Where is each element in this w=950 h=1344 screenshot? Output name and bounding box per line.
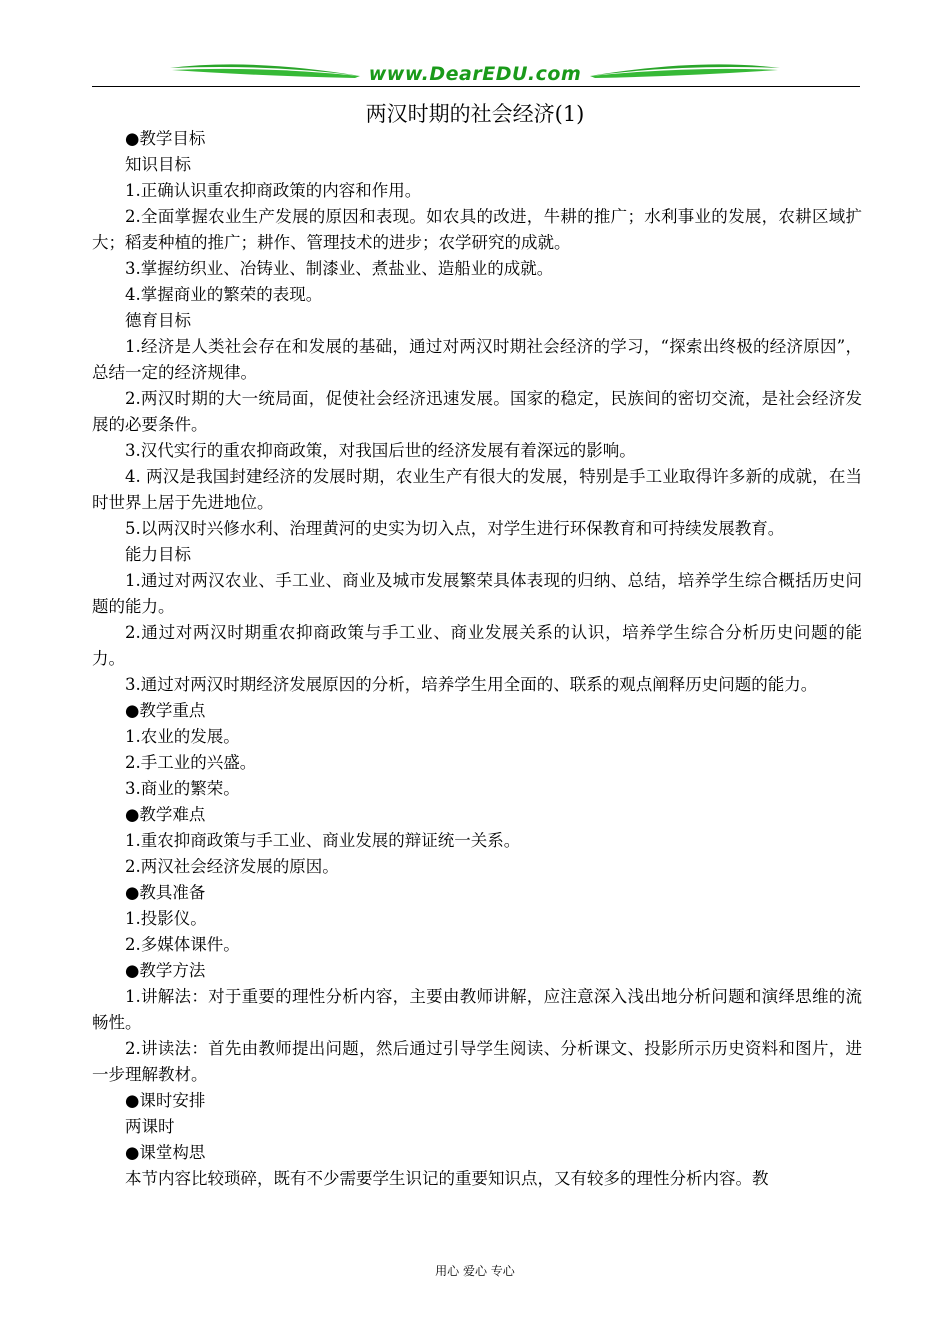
section-heading: ●课时安排 [125,1091,206,1110]
section-heading: ●课堂构思 [125,1143,206,1162]
document-body [92,126,862,1192]
paragraph: 本节内容比较琐碎，既有不少需要学生识记的重要知识点，又有较多的理性分析内容。教 [125,1169,769,1188]
paragraph: 2.两汉社会经济发展的原因。 [125,857,339,876]
header-rule [92,86,860,87]
paragraph: 1.讲解法：对于重要的理性分析内容，主要由教师讲解，应注意深入浅出地分析问题和演绎思维的流畅性。 [92,987,862,1032]
paragraph: 两课时 [125,1117,175,1136]
paragraph: 3.掌握纺织业、冶铸业、制漆业、煮盐业、造船业的成就。 [125,259,554,278]
paragraph: 2.多媒体课件。 [125,935,240,954]
paragraph: 2.两汉时期的大一统局面，促使社会经济迅速发展。国家的稳定，民族间的密切交流，是社会经济发展的必要条件。 [92,389,862,434]
document-title: 两汉时期的社会经济(1) [365,102,585,126]
subsection-heading: 德育目标 [125,311,191,330]
paragraph: 1.重农抑商政策与手工业、商业发展的辩证统一关系。 [125,831,521,850]
paragraph: 2.全面掌握农业生产发展的原因和表现。如农具的改进，牛耕的推广；水利事业的发展，农耕区域扩大；稻麦种植的推广；耕作、管理技术的进步；农学研究的成就。 [92,207,862,252]
section-heading: ●教学目标 [125,129,206,148]
paragraph: 5.以两汉时兴修水利、治理黄河的史实为切入点，对学生进行环保教育和可持续发展教育。 [125,519,785,538]
paragraph: 3.商业的繁荣。 [125,779,240,798]
paragraph: 3.汉代实行的重农抑商政策，对我国后世的经济发展有着深远的影响。 [125,441,636,460]
paragraph: 2.手工业的兴盛。 [125,753,257,772]
paragraph: 1.农业的发展。 [125,727,240,746]
paragraph: 1.正确认识重农抑商政策的内容和作用。 [125,181,422,200]
paragraph: 1.通过对两汉农业、手工业、商业及城市发展繁荣具体表现的归纳、总结，培养学生综合概括历史问题的能力。 [92,571,862,616]
paragraph: 4.掌握商业的繁荣的表现。 [125,285,323,304]
paragraph: 2.讲读法：首先由教师提出问题，然后通过引导学生阅读、分析课文、投影所示历史资料和图片，进一步理解教材。 [92,1039,862,1084]
subsection-heading: 能力目标 [125,545,191,564]
section-heading: ●教具准备 [125,883,206,902]
paragraph: 2.通过对两汉时期重农抑商政策与手工业、商业发展关系的认识，培养学生综合分析历史问题的能力。 [92,623,862,668]
page-header [0,0,950,100]
page-footer: 用心 爱心 专心 [435,1264,515,1278]
paragraph: 4. 两汉是我国封建经济的发展时期，农业生产有很大的发展，特别是手工业取得许多新的成就，在当时世界上居于先进地位。 [92,467,862,512]
section-heading: ●教学方法 [125,961,206,980]
site-logo-text: www.DearEDU.com [368,63,582,85]
subsection-heading: 知识目标 [125,155,191,174]
paragraph: 1.经济是人类社会存在和发展的基础，通过对两汉时期社会经济的学习，“探索出终极的经济原因”，总结一定的经济规律。 [92,337,862,382]
section-heading: ●教学难点 [125,805,206,824]
paragraph: 1.投影仪。 [125,909,207,928]
section-heading: ●教学重点 [125,701,206,720]
paragraph: 3.通过对两汉时期经济发展原因的分析，培养学生用全面的、联系的观点阐释历史问题的能力。 [125,675,818,694]
